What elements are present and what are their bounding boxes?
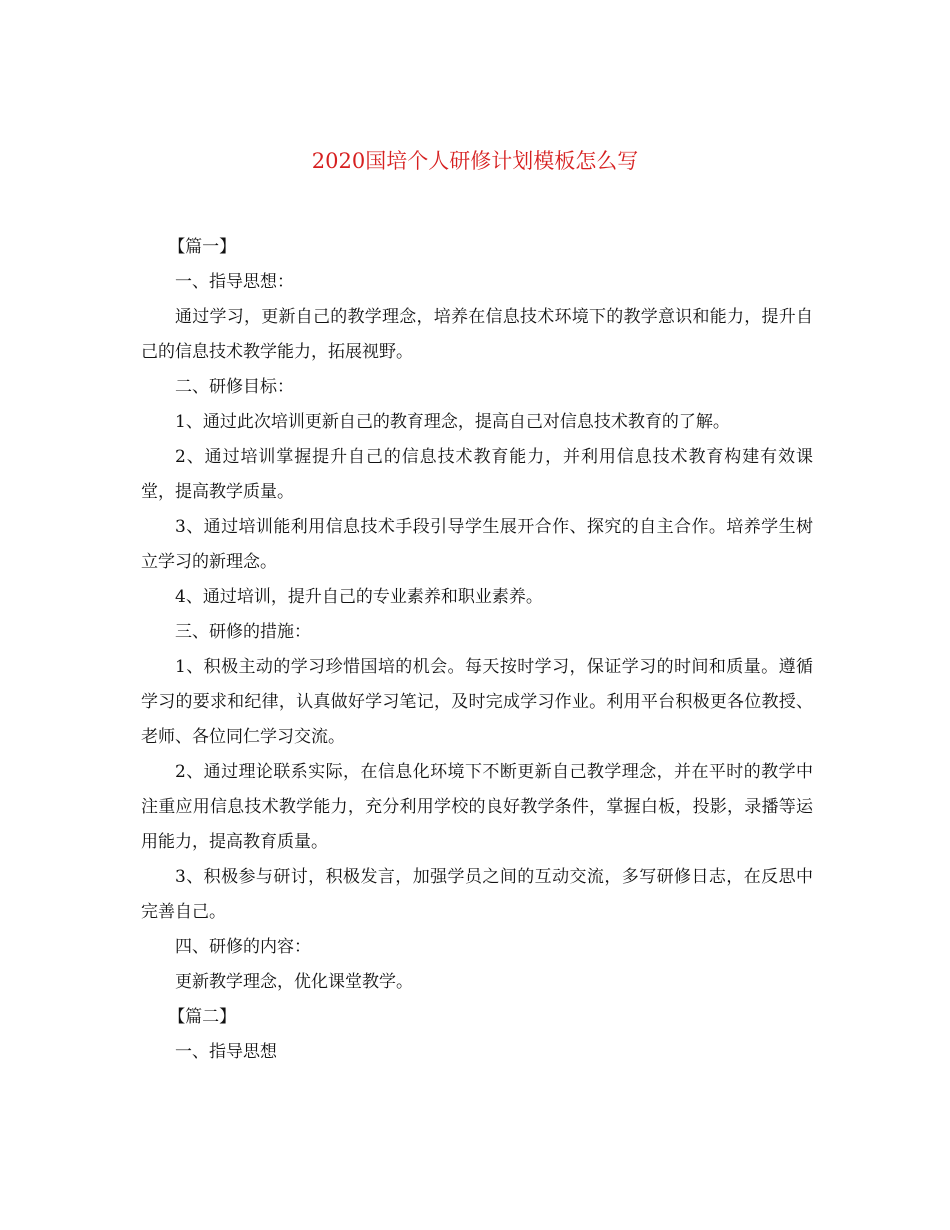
goal-item-3: 3、通过培训能利用信息技术手段引导学生展开合作、探究的自主合作。培养学生树立学习的新理念。 — [141, 517, 813, 572]
heading-measures: 三、研修的措施： — [175, 622, 311, 642]
goal-item-1: 1、通过此次培训更新自己的教育理念，提高自己对信息技术教育的了解。 — [175, 412, 730, 432]
goal-item-2: 2、通过培训掌握提升自己的信息技术教育能力，并利用信息技术教育构建有效课堂，提高教学质量。 — [141, 447, 813, 502]
measure-item-2: 2、通过理论联系实际，在信息化环境下不断更新自己教学理念，并在平时的教学中注重应用信息技术教学能力，充分利用学校的良好教学条件，掌握白板，投影，录播等运用能力，提高教育质量。 — [141, 762, 813, 852]
heading-guiding-thought-2: 一、指导思想 — [175, 1042, 277, 1062]
heading-study-goals: 二、研修目标： — [175, 377, 294, 397]
paragraph-guiding-thought: 通过学习，更新自己的教学理念，培养在信息技术环境下的教学意识和能力，提升自己的信息技术教学能力，拓展视野。 — [141, 307, 813, 362]
document-body — [141, 230, 813, 1070]
section-marker-1: 【篇一】 — [168, 237, 237, 257]
heading-content: 四、研修的内容： — [175, 937, 311, 957]
measure-item-3: 3、积极参与研讨，积极发言，加强学员之间的互动交流，多写研修日志，在反思中完善自己。 — [141, 867, 813, 922]
measure-item-1: 1、积极主动的学习珍惜国培的机会。每天按时学习，保证学习的时间和质量。遵循学习的要求和纪律，认真做好学习笔记，及时完成学习作业。利用平台积极更各位教授、老师、各位同仁学习交流。 — [141, 657, 813, 747]
goal-item-4: 4、通过培训，提升自己的专业素养和职业素养。 — [175, 587, 543, 607]
heading-guiding-thought: 一、指导思想： — [175, 272, 294, 292]
document-title: 2020国培个人研修计划模板怎么写 — [311, 149, 639, 173]
paragraph-content: 更新教学理念，优化课堂教学。 — [175, 972, 413, 992]
section-marker-2: 【篇二】 — [168, 1007, 237, 1027]
